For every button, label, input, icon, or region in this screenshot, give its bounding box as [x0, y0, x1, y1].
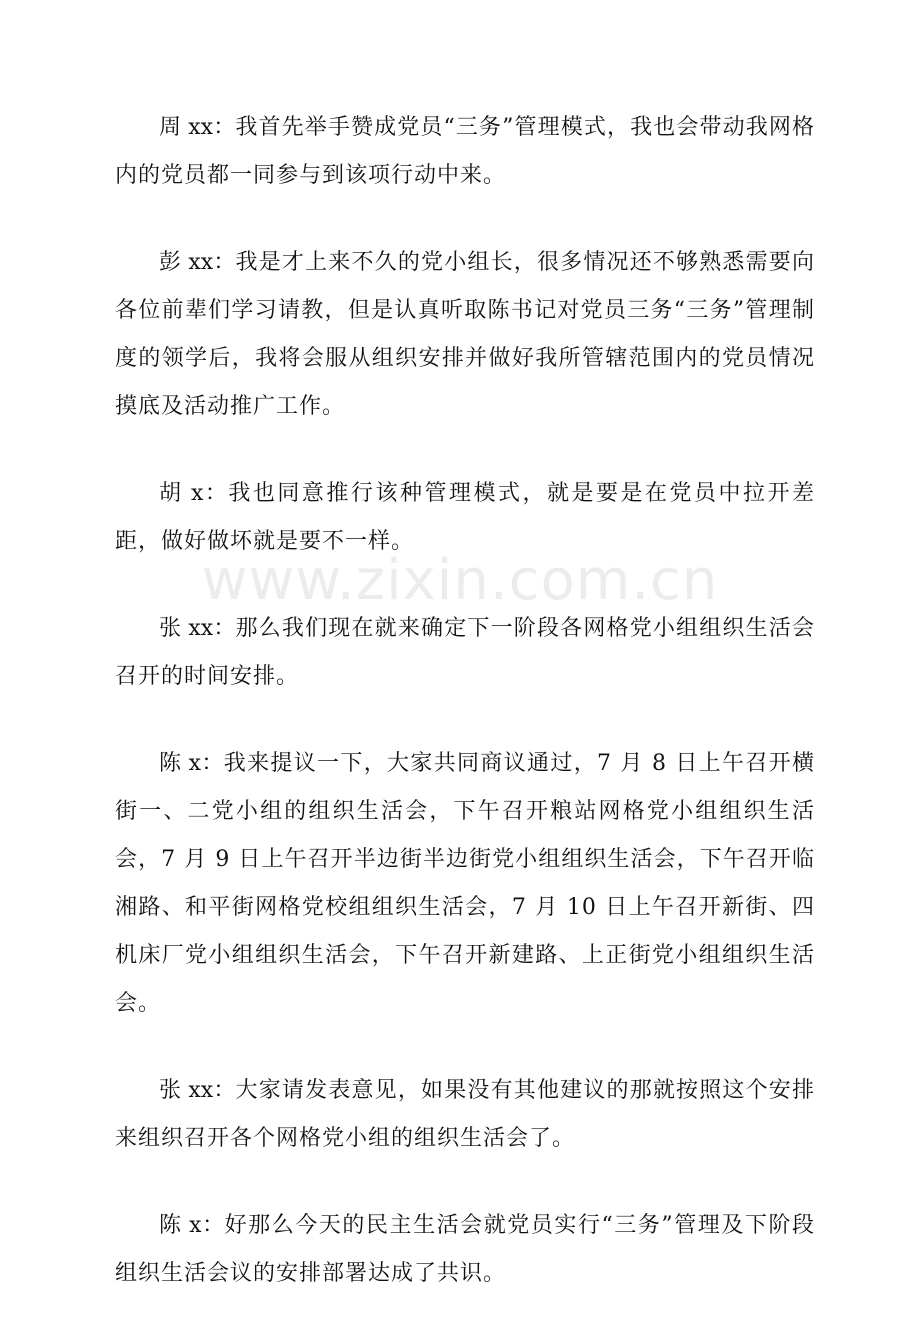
paragraph-1: [115, 104, 815, 200]
paragraph-text: 好那么今天的民主生活会就党员实行“三务”管理及下阶段组织生活会议的安排部署达成了共识。: [115, 1213, 815, 1286]
speaker-label: 陈 x：: [159, 1213, 225, 1238]
paragraph-text: 我也同意推行该种管理模式，就是要是在党员中拉开差距，做好做坏就是要不一样。: [115, 481, 815, 554]
paragraph-6: [115, 1067, 815, 1163]
paragraph-text: 那么我们现在就来确定下一阶段各网格党小组组织生活会召开的时间安排。: [115, 616, 815, 689]
speaker-label: 张 xx：: [159, 616, 236, 641]
paragraph-text: 我首先举手赞成党员“三务”管理模式，我也会带动我网格内的党员都一同参与到该项行动中来。: [115, 115, 816, 188]
paragraph-2: [115, 239, 815, 431]
paragraph-3: [115, 470, 815, 566]
paragraph-5: [115, 740, 815, 1028]
paragraph-text: 我来提议一下，大家共同商议通过，7 月 8 日上午召开横街一、二党小组的组织生活会，下午召开粮站网格党小组组织生活会，7 月 9 日上午召开半边街半边街党小组组织生活会，下午召开临湘路、和平街网格党校组组织生活会，7 月 10 日上午召开新街、四机床厂党小组组织生活会，下午召开新建路、上正街党小组组织生活会。: [115, 751, 815, 1016]
paragraph-text: 大家请发表意见，如果没有其他建议的那就按照这个安排来组织召开各个网格党小组的组织生活会了。: [115, 1078, 815, 1151]
paragraph-text: 我是才上来不久的党小组长，很多情况还不够熟悉需要向各位前辈们学习请教，但是认真听取陈书记对党员三务“三务”管理制度的领学后，我将会服从组织安排并做好我所管辖范围内的党员情况摸底及活动推广工作。: [115, 250, 815, 419]
paragraph-4: [115, 605, 815, 701]
paragraph-7: [115, 1202, 815, 1298]
speaker-label: 周 xx：: [159, 115, 236, 140]
speaker-label: 陈 x：: [159, 751, 224, 776]
speaker-label: 张 xx：: [159, 1078, 236, 1103]
watermark: www.zixin.com.cn: [201, 548, 719, 613]
speaker-label: 彭 xx：: [159, 250, 236, 275]
speaker-label: 胡 x：: [159, 481, 229, 506]
document-body: [115, 104, 815, 1337]
